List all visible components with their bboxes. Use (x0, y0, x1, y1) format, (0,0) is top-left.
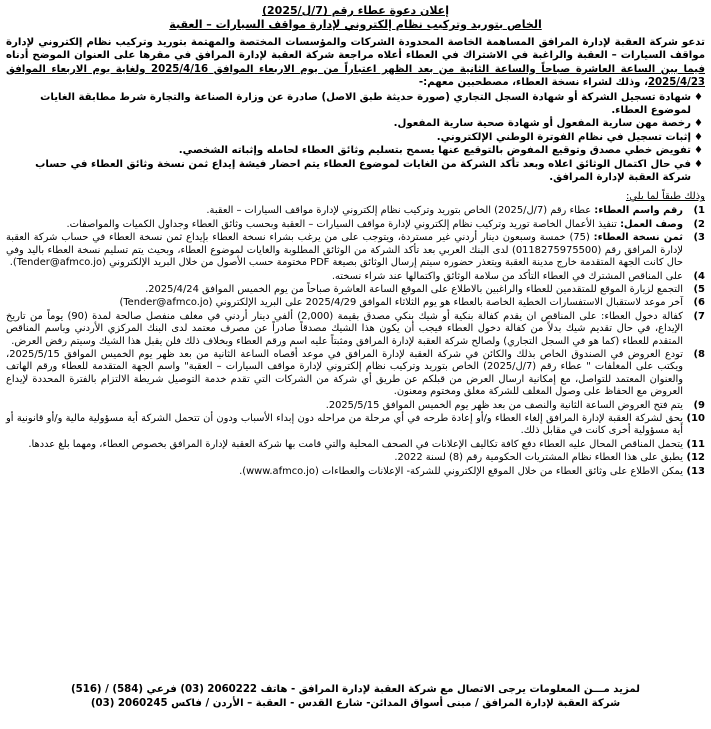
item-text: يحق لشركة العقبة لإدارة المرافق إلغاء العطاء و/أو إعادة طرحه في أي مرحلة من مراحله دون إبداء الأسباب ودون أن تتحمل الشركة أية مسؤولية مالية و/أو قانونية أو أية مسؤولية أخرى كانت في مقابل ذلك. (6, 412, 683, 437)
tender-title: إعلان دعوة عطاء رقم (7/ل/2025) (262, 4, 449, 17)
contact-address: شركة العقبة لإدارة المرافق / مبنى أسواق المدائن- شارع القدس - العقبة – الأردن / فاكس 2060245 (03) (90, 697, 621, 709)
conditions-subheading: وذلك طبقاً لما يلي: (625, 191, 705, 203)
requirements-list (6, 91, 705, 185)
bullet-icon: ♦ (694, 131, 703, 143)
condition-item (6, 399, 705, 412)
requirement-text: إثبات تسجيل في نظام الفوترة الوطني الإلكتروني. (436, 131, 691, 143)
contact-phone: لمزيد مـــن المعلومات يرجى الاتصال مع شركة العقبة لإدارة المرافق - هاتف 2060222 (03) فرعي (584) / (516) (71, 684, 640, 695)
item-number: 3) (693, 232, 705, 244)
item-number: 4) (693, 270, 705, 282)
item-text: (75) خمسة وسبعون دينار أردني غير مستردة، ويتوجب على من يرغب بشراء نسخة العطاء بإيداع ثمن نسخة العطاء في حساب شركة العقبة لإدارة المرافق رقم (0118275975500) لدى البنك العربي بعد تأكد الشركة من الوثائق المطلوبة والغايات لموضوع العطاء، وبحيث يتم تسليم نسخة العطاء باليد وفي حال كانت الجهة المتقدمة خارج مدينة العقبة ويتعذر حضوره سيتم إرسال الوثائق بصيغة PDF مختومة حسب الأصول من خلال البريد الإلكتروني (Tender@afmco.jo). (6, 232, 683, 269)
condition-item (6, 232, 705, 269)
item-number: 9) (693, 399, 705, 411)
item-key: ثمن نسخة العطاء: (593, 232, 683, 244)
item-text: يتحمل المناقص المحال عليه العطاء دفع كافة تكاليف الإعلانات في الصحف المحلية والتي قامت بها شركة العقبة لإدارة المرافق بخصوص العطاء، ومهما بلغ عددها. (28, 438, 683, 450)
intro-dates: فيما بين الساعة العاشرة صباحاً والساعة الثانية من بعد الظهر اعتباراً من يوم الاربعاء الموافق 2025/4/16 ولغاية يوم الاربعاء الموافق 2025/4/23 (6, 63, 705, 89)
requirement-item (6, 131, 703, 144)
requirement-item (6, 144, 703, 157)
item-text: آخر موعد لاستقبال الاستفسارات الخطية الخاصة بالعطاء هو يوم الثلاثاء الموافق 2025/4/29 على البريد الإلكتروني (Tender@afmco.jo) (119, 297, 683, 309)
condition-item (6, 412, 705, 438)
tender-announcement (6, 4, 705, 729)
requirement-item (6, 158, 703, 185)
intro-text: تدعو شركة العقبة لإدارة المرافق المساهمة الخاصة المحدودة الشركات والمؤسسات المختصة والمهتمة بتوريد وتركيب نظام إلكتروني لإدارة مواقف السيارات – العقبة والراغبة في الاشتراك في العطاء أعلاه مراجعة شركة العقبة لإدارة المرافق في مقرها على العنوان الموضح أدناه (6, 37, 705, 62)
item-number: 8) (693, 348, 705, 360)
item-text: يطبق على هذا العطاء نظام المشتريات الحكومية رقم (8) لسنة 2022. (394, 452, 683, 464)
item-text: يمكن الاطلاع على وثائق العطاء من خلال الموقع الإلكتروني للشركة- الإعلانات والعطاءات (www.afmco.jo). (239, 465, 683, 477)
intro-end: ، وذلك لشراء نسخة العطاء، مصطحبين معهم:- (418, 77, 648, 89)
condition-item (6, 270, 705, 283)
item-text: التجمع لزيارة الموقع للمتقدمين للعطاء والراغبين بالاطلاع على الموقع الساعة العاشرة صباحاً من يوم الخميس الموافق 2025/4/24. (145, 283, 683, 295)
item-number: 12) (686, 452, 705, 464)
item-text: عطاء رقم (7/ل/2025) الخاص بتوريد وتركيب نظام إلكتروني لإدارة مواقف السيارات – العقبة. (206, 205, 595, 217)
condition-item (6, 218, 705, 231)
item-number: 5) (693, 283, 705, 295)
announcement-header (6, 4, 705, 32)
item-text: تنفيذ الأعمال الخاصة توريد وتركيب نظام إلكتروني لإدارة مواقف السيارات – العقبة وبحسب وثائق العطاء وجداول الكميات والمواصفات. (66, 218, 621, 230)
requirement-text: شهادة تسجيل الشركة أو شهادة السجل التجاري (صورة حديثة طبق الاصل) صادرة عن وزارة الصناعة والتجارة شرط مطابقة الغايات لموضوع العطاء. (40, 91, 691, 117)
requirement-text: في حال اكتمال الوثائق اعلاه وبعد تأكد الشركة من الغايات لموضوع العطاء يتم احضار فيشة إيداع ثمن نسخة وثائق العطاء في حساب شركة العقبة لإدارة المرافق. (35, 158, 691, 184)
item-text: يتم فتح العروض الساعة الثانية والنصف من بعد ظهر يوم الخميس الموافق 2025/5/15. (325, 399, 683, 411)
condition-item (6, 438, 705, 451)
condition-item (6, 465, 705, 478)
contact-footer (6, 683, 705, 710)
condition-item (6, 205, 705, 217)
requirement-text: تفويض خطي مصدق وتوقيع المفوض بالتوقيع عنها يسمح بتسليم وثائق العطاء لحامله وإثباته الشخصي. (178, 145, 691, 157)
condition-item (6, 310, 705, 348)
condition-item (6, 348, 705, 399)
conditions-list (6, 205, 705, 478)
requirement-text: رخصة مهن سارية المفعول أو شهادة صحية سارية المفعول. (393, 118, 691, 130)
item-text: على المناقص المشترك في العطاء التأكد من سلامة الوثائق واكتمالها عند شراء نسخته. (331, 270, 683, 282)
intro-paragraph (6, 36, 705, 90)
item-number: 13) (686, 465, 705, 477)
requirement-item (6, 91, 703, 118)
condition-item (6, 297, 705, 309)
condition-item (6, 283, 705, 296)
bullet-icon: ♦ (694, 118, 703, 130)
item-key: وصف العمل: (620, 218, 683, 230)
requirement-item (6, 117, 703, 130)
item-key: رقم واسم العطاء: (594, 205, 683, 217)
item-number: 2) (693, 218, 705, 230)
item-number: 10) (686, 412, 705, 424)
item-text: كفالة دخول العطاء: على المناقص ان يقدم كفالة بنكية أو شيك بنكي مصدق بقيمة (2,000) ألفي دينار أردني في مغلف منفصل صالحة لمدة (90) يوماً من تاريخ الإيداع، في حال تقديم شيك بدلاً من كفالة دخول العطاء فيجب أن يكون هذا الشيك مصدقاً صادراً عن مصرف معتمد لدى البنك المركزي الأردني وباسم المناقص المتقدم للعطاء (كما هو في السجل التجاري) ولصالح شركة العقبة لإدارة المرافق ومثبتاً عليه اسم ورقم العطاء وبخلاف ذلك فلن يقبل هذا الشيك وسيتم رفض العرض. (6, 310, 683, 347)
item-number: 6) (693, 297, 705, 309)
item-text: تودع العروض في الصندوق الخاص بذلك والكائن في شركة العقبة لإدارة المرافق في موعد أقصاه الساعة الثانية من بعد ظهر يوم الخميس الموافق 2025/5/15، ويكتب على المغلفات " عطاء رقم (7/ل/2025) الخاص بتوريد وتركيب نظام إلكتروني لإدارة مواقف السيارات – العقبة" واسم الجهة المتقدمة للعطاء ورقم الهاتف والعنوان المعتمد للتواصل، مع إمكانية ارسال العرض من قبلكم عن طريق أي شركة من الشركات التي تقدم خدمة التوصيل شريطة الالتزام بالفترة المحددة لإيداع العروض مع الحفاظ على وصول المغلف للشركة مغلق ومختوم ومعنون. (6, 348, 683, 398)
tender-subject: الخاص بتوريد وتركيب نظام إلكتروني لإدارة مواقف السيارات – العقبة (169, 18, 542, 31)
item-number: 7) (693, 310, 705, 322)
item-number: 1) (693, 205, 705, 217)
item-number: 11) (686, 438, 705, 450)
condition-item (6, 452, 705, 464)
bullet-icon: ♦ (694, 145, 703, 157)
bullet-icon: ♦ (694, 158, 703, 170)
bullet-icon: ♦ (694, 91, 703, 103)
